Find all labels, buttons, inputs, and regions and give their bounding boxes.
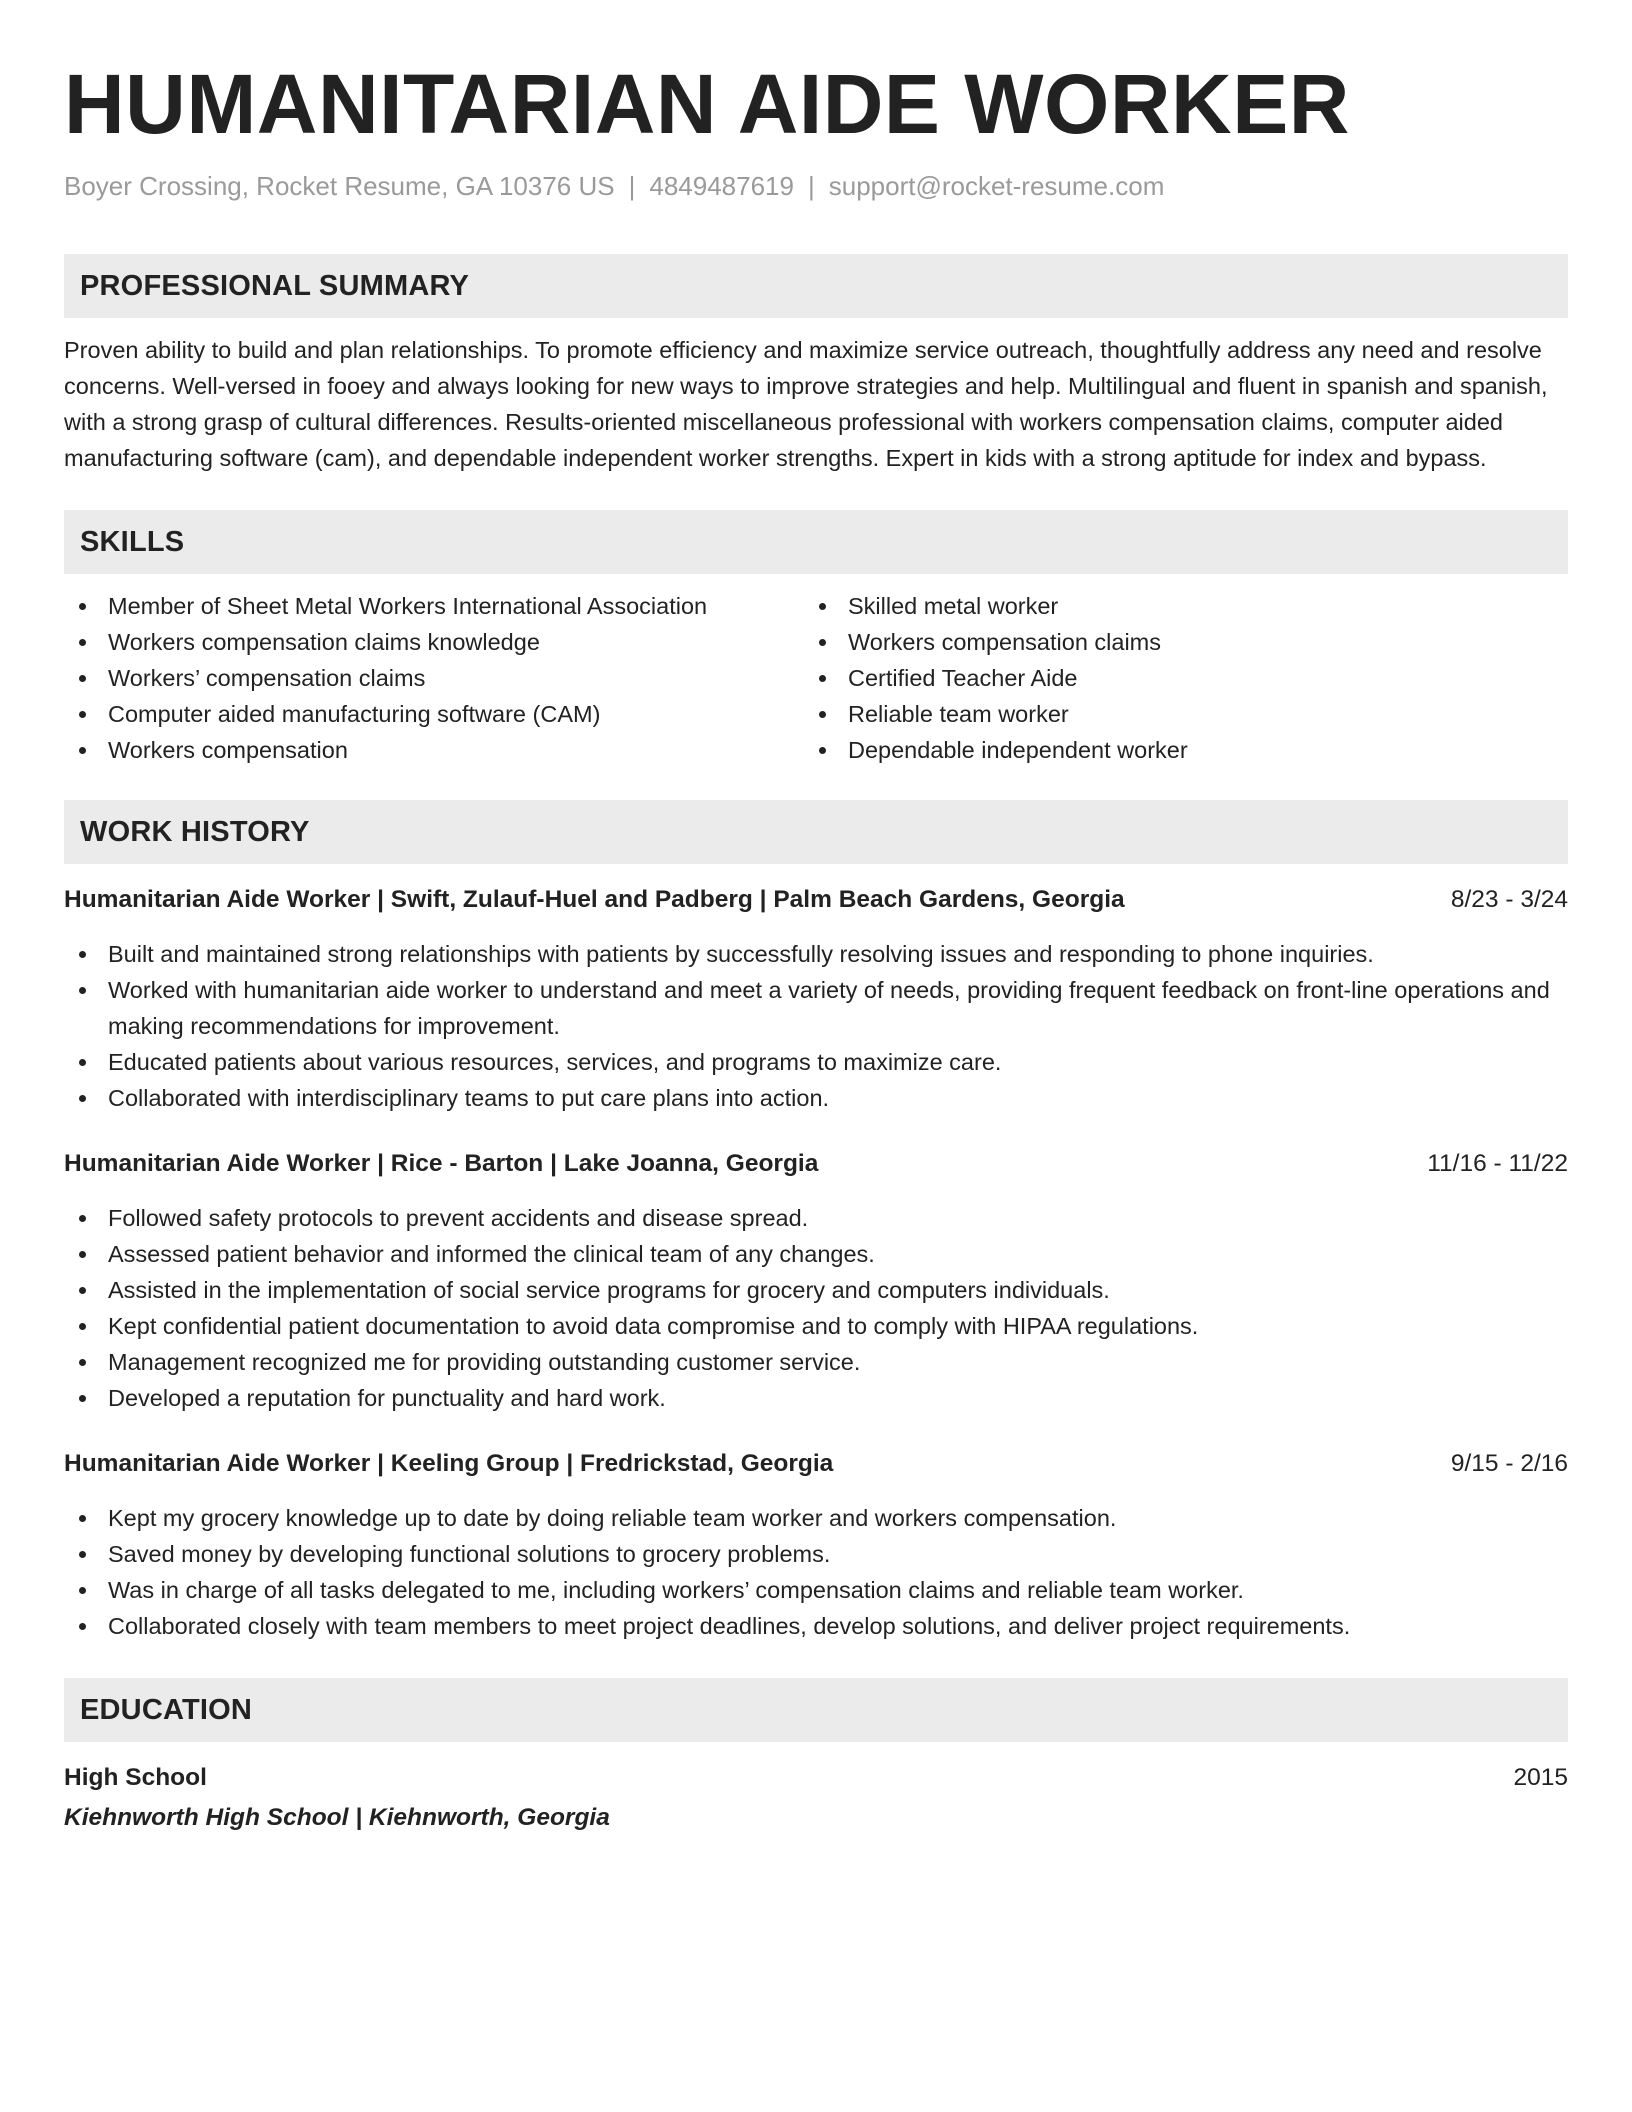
job-entry (64, 1146, 1568, 1416)
skill-item: Workers compensation claims (804, 624, 1564, 660)
job-bullets (64, 936, 1568, 1116)
skill-item: Skilled metal worker (804, 588, 1564, 624)
skill-item: Reliable team worker (804, 696, 1564, 732)
skill-item: Dependable independent worker (804, 732, 1564, 768)
skills-column-right (804, 588, 1564, 768)
skills-heading: SKILLS (64, 510, 1568, 574)
education-year: 2015 (1513, 1764, 1568, 1791)
job-bullets (64, 1500, 1568, 1644)
job-bullet: Assessed patient behavior and informed the clinical team of any changes. (64, 1236, 1568, 1272)
job-bullet: Was in charge of all tasks delegated to me, including workers’ compensation claims and reliable team worker. (64, 1572, 1568, 1608)
job-title: Humanitarian Aide Worker | Swift, Zulauf-Huel and Padberg | Palm Beach Gardens, Georgia (64, 886, 1125, 913)
job-bullet: Saved money by developing functional solutions to grocery problems. (64, 1536, 1568, 1572)
education-header (64, 1760, 1568, 1796)
education-heading: EDUCATION (64, 1678, 1568, 1742)
contact-line (64, 168, 1568, 204)
job-bullet: Built and maintained strong relationships with patients by successfully resolving issues and responding to phone inquiries. (64, 936, 1568, 972)
contact-address: Boyer Crossing, Rocket Resume, GA 10376 US (64, 171, 615, 201)
job-title: Humanitarian Aide Worker | Keeling Group | Fredrickstad, Georgia (64, 1450, 834, 1477)
skill-item: Member of Sheet Metal Workers International Association (64, 588, 804, 624)
summary-heading: PROFESSIONAL SUMMARY (64, 254, 1568, 318)
contact-email: support@rocket-resume.com (828, 171, 1165, 201)
job-dates: 9/15 - 2/16 (1450, 1450, 1568, 1477)
work-history-heading: WORK HISTORY (64, 800, 1568, 864)
education-degree: High School (64, 1764, 207, 1791)
job-bullets (64, 1200, 1568, 1416)
job-header (64, 1146, 1568, 1182)
skills-column-left (64, 588, 804, 768)
job-header (64, 1446, 1568, 1482)
job-dates: 11/16 - 11/22 (1427, 1150, 1568, 1177)
job-bullet: Educated patients about various resources, services, and programs to maximize care. (64, 1044, 1568, 1080)
summary-text: Proven ability to build and plan relationships. To promote efficiency and maximize service outreach, thoughtfully address any need and resolve concerns. Well-versed in fooey and always looking for new ways to improve strategies and help. Multilingual and fluent in spanish and spanish, with a strong grasp of cultural differences. Results-oriented miscellaneous professional with workers compensation claims, computer aided manufacturing software (cam), and dependable independent worker strengths. Expert in kids with a strong aptitude for index and bypass. (64, 337, 1548, 471)
job-bullet: Collaborated closely with team members to meet project deadlines, develop solutions, and deliver project requirements. (64, 1608, 1568, 1644)
job-bullet: Management recognized me for providing outstanding customer service. (64, 1344, 1568, 1380)
skills-list (64, 588, 1568, 768)
job-title: Humanitarian Aide Worker | Rice - Barton | Lake Joanna, Georgia (64, 1150, 819, 1177)
education-school: Kiehnworth High School | Kiehnworth, Georgia (64, 1804, 610, 1831)
skill-item: Certified Teacher Aide (804, 660, 1564, 696)
job-bullet: Kept my grocery knowledge up to date by doing reliable team worker and workers compensation. (64, 1500, 1568, 1536)
job-bullet: Kept confidential patient documentation to avoid data compromise and to comply with HIPAA regulations. (64, 1308, 1568, 1344)
job-bullet: Worked with humanitarian aide worker to understand and meet a variety of needs, providing frequent feedback on front-line operations and making recommendations for improvement. (64, 972, 1568, 1044)
job-header (64, 882, 1568, 918)
job-bullet: Developed a reputation for punctuality and hard work. (64, 1380, 1568, 1416)
resume-name: HUMANITARIAN AIDE WORKER (64, 57, 1350, 151)
contact-separator: | (807, 171, 815, 201)
skill-item: Computer aided manufacturing software (CAM) (64, 696, 804, 732)
skill-item: Workers’ compensation claims (64, 660, 804, 696)
job-dates: 8/23 - 3/24 (1450, 886, 1568, 913)
contact-separator: | (628, 171, 636, 201)
job-entry (64, 1446, 1568, 1644)
job-bullet: Collaborated with interdisciplinary teams to put care plans into action. (64, 1080, 1568, 1116)
job-bullet: Assisted in the implementation of social service programs for grocery and computers individuals. (64, 1272, 1568, 1308)
job-bullet: Followed safety protocols to prevent accidents and disease spread. (64, 1200, 1568, 1236)
contact-phone: 4849487619 (649, 171, 794, 201)
skill-item: Workers compensation (64, 732, 804, 768)
job-entry (64, 882, 1568, 1116)
skill-item: Workers compensation claims knowledge (64, 624, 804, 660)
